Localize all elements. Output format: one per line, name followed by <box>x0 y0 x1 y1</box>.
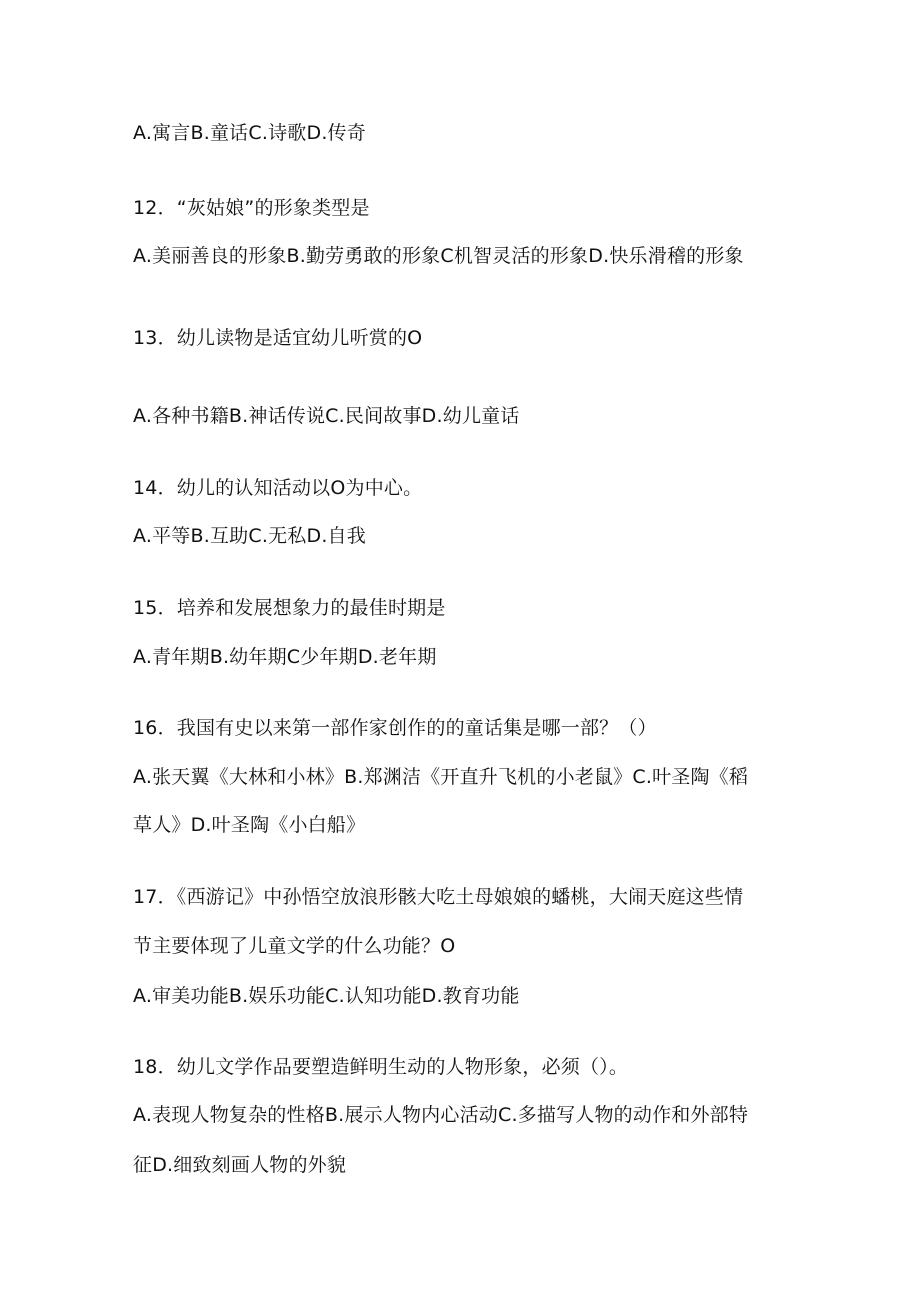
q13-options: A.各种书籍B.神话传说C.民间故事D.幼儿童话 <box>133 405 520 427</box>
q15-question: 15．培养和发展想象力的最佳时期是 <box>133 597 446 619</box>
q12-question: 12．“灰姑娘”的形象类型是 <box>133 197 370 219</box>
q13-question: 13．幼儿读物是适宜幼儿听赏的O <box>133 327 423 349</box>
q17-question-line1: 17．《西游记》中孙悟空放浪形骸大吃土母娘娘的蟠桃，大闹天庭这些情 <box>133 886 744 908</box>
q17-question-line2: 节主要体现了儿童文学的什么功能？O <box>133 935 456 957</box>
q12-options: A.美丽善良的形象B.勤劳勇敢的形象C机智灵活的形象D.快乐滑稽的形象 <box>133 245 744 267</box>
q18-options-line1: A.表现人物复杂的性格B.展示人物内心活动C.多描写人物的动作和外部特 <box>133 1104 749 1126</box>
q17-options: A.审美功能B.娱乐功能C.认知功能D.教育功能 <box>133 985 520 1007</box>
q18-question: 18．幼儿文学作品要塑造鲜明生动的人物形象，必须（）。 <box>133 1056 629 1078</box>
q16-options-line2: 草人》D.叶圣陶《小白船》 <box>133 814 366 836</box>
q14-options: A.平等B.互助C.无私D.自我 <box>133 525 366 547</box>
q14-question: 14．幼儿的认知活动以O为中心。 <box>133 477 423 499</box>
q16-options-line1: A.张天翼《大林和小林》B.郑渊洁《开直升飞机的小老鼠》C.叶圣陶《稻 <box>133 766 749 788</box>
q11-options: A.寓言B.童话C.诗歌D.传奇 <box>133 122 366 144</box>
q18-options-line2: 征D.细致刻画人物的外貌 <box>133 1154 347 1176</box>
q15-options: A.青年期B.幼年期C少年期D.老年期 <box>133 646 437 668</box>
q16-question: 16．我国有史以来第一部作家创作的的童话集是哪一部？（） <box>133 717 657 739</box>
